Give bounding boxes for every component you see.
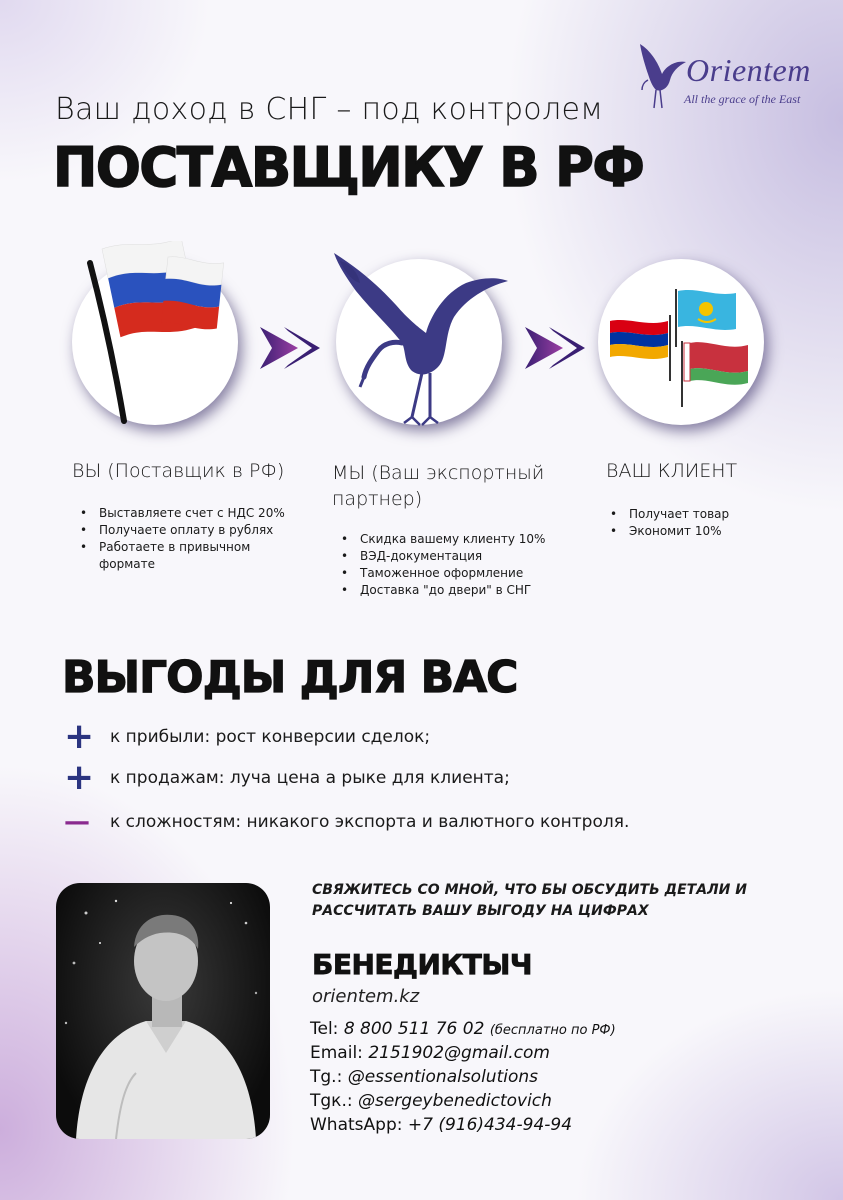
telegram-label: Tg.: bbox=[310, 1067, 343, 1087]
benefit-text: к сложностям: никакого экспорта и валютного контроля. bbox=[110, 812, 630, 832]
list-item: • Таможенное оформление bbox=[336, 565, 576, 582]
whatsapp-link[interactable]: +7 (916)434-94-94 bbox=[407, 1115, 573, 1135]
benefits-title: ВЫГОДЫ ДЛЯ ВАС bbox=[62, 652, 518, 703]
list-item: • Получает товар bbox=[605, 506, 795, 523]
column-title-supplier: ВЫ (Поставщик в РФ) bbox=[72, 460, 285, 482]
contact-photo bbox=[56, 883, 270, 1139]
email-link[interactable]: 2151902@gmail.com bbox=[368, 1043, 550, 1063]
list-item: • Экономит 10% bbox=[605, 523, 795, 540]
contact-lead: СВЯЖИТЕСЬ СО МНОЙ, ЧТО БЫ ОБСУДИТЬ ДЕТАЛИ И РАССЧИТАТЬ ВАШУ ВЫГОДУ НА ЦИФРАХ bbox=[312, 882, 747, 919]
list-item: • Получаете оплату в рублях bbox=[75, 522, 285, 539]
client-circle bbox=[598, 259, 764, 425]
supplier-list bbox=[75, 505, 285, 573]
arrow-right-icon bbox=[258, 325, 322, 371]
column-title-client: ВАШ КЛИЕНТ bbox=[606, 460, 738, 482]
plus-icon: + bbox=[64, 757, 95, 798]
plus-icon: + bbox=[64, 716, 95, 757]
contact-telegram bbox=[310, 1067, 538, 1087]
list-item: • ВЭД-документация bbox=[336, 548, 576, 565]
phone-note: (бесплатно по РФ) bbox=[489, 1023, 616, 1038]
supplier-circle bbox=[72, 259, 238, 425]
subtitle: Ваш доход в СНГ – под контролем bbox=[55, 92, 604, 127]
partner-list bbox=[336, 531, 576, 599]
logo-tagline: All the grace of the East bbox=[684, 92, 801, 106]
russia-flags-icon bbox=[72, 241, 238, 431]
client-list bbox=[605, 506, 795, 540]
benefit-item bbox=[64, 757, 624, 798]
list-item: • Скидка вашему клиенту 10% bbox=[336, 531, 576, 548]
telegram-channel-link[interactable]: @sergeybenedictovich bbox=[357, 1091, 552, 1111]
contact-phone bbox=[310, 1019, 616, 1039]
contact-telegram-channel bbox=[310, 1091, 552, 1111]
column-title-partner: МЫ (Ваш экспортный партнер) bbox=[332, 462, 545, 510]
list-item: • Выставляете счет с НДС 20% bbox=[75, 505, 285, 522]
benefit-item bbox=[64, 716, 564, 757]
website-link[interactable]: orientem.kz bbox=[312, 986, 420, 1007]
minus-icon: — bbox=[64, 807, 90, 837]
email-label: Email: bbox=[310, 1043, 363, 1063]
contact-email bbox=[310, 1043, 550, 1063]
cis-flags-icon bbox=[598, 259, 764, 425]
list-item: • Работаете в привычном формате bbox=[75, 539, 285, 573]
contact-whatsapp bbox=[310, 1115, 572, 1135]
benefit-text: к продажам: луча цена а рыке для клиента; bbox=[110, 768, 510, 788]
list-item: • Доставка "до двери" в СНГ bbox=[336, 582, 576, 599]
telegram-channel-label: Tgк.: bbox=[310, 1091, 353, 1111]
contact-name: БЕНЕДИКТЫЧ bbox=[312, 948, 533, 981]
heron-icon bbox=[326, 247, 526, 447]
partner-circle bbox=[336, 259, 502, 425]
orientem-logo bbox=[636, 40, 816, 112]
benefit-item bbox=[64, 807, 664, 842]
whatsapp-label: WhatsApp: bbox=[310, 1115, 403, 1135]
person-photo-icon bbox=[56, 883, 270, 1139]
benefit-text: к прибыли: рост конверсии сделок; bbox=[110, 727, 431, 747]
logo-wordmark: Orientem bbox=[686, 52, 811, 88]
main-title: ПОСТАВЩИКУ В РФ bbox=[53, 136, 644, 199]
phone-link[interactable]: 8 800 511 76 02 bbox=[343, 1019, 485, 1039]
telegram-link[interactable]: @essentionalsolutions bbox=[347, 1067, 539, 1087]
arrow-right-icon bbox=[523, 325, 587, 371]
phone-label: Tel: bbox=[310, 1019, 339, 1039]
